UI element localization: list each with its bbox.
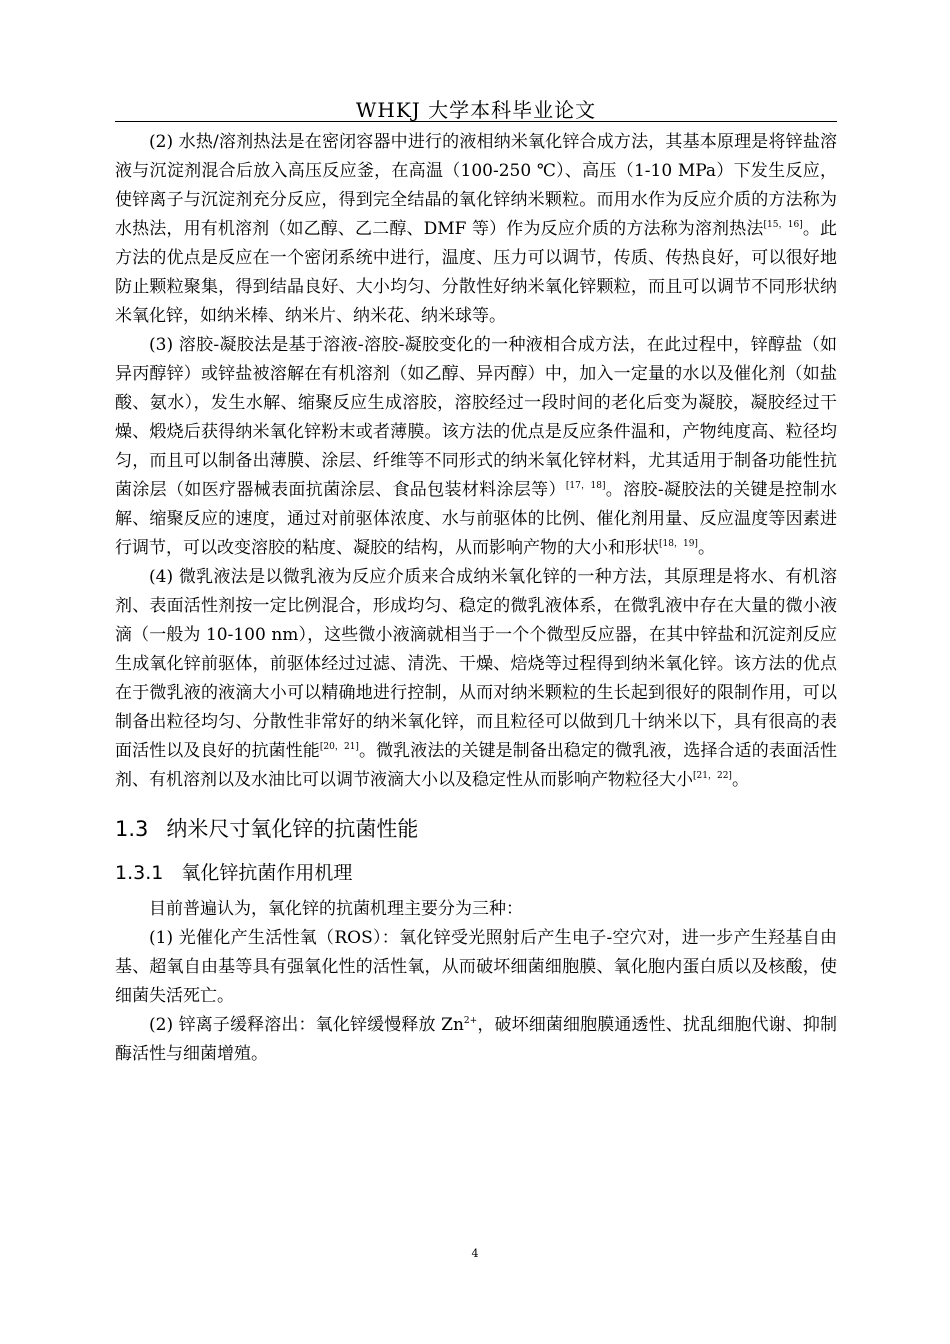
paragraph-text: 。 xyxy=(731,770,749,790)
superscript: 2+ xyxy=(463,1016,478,1026)
paragraph-text: 。溶胶-凝胶法的关键是控制水解、缩聚反应的速度，通过对前驱体浓度、水与前驱体的比例、催化剂用量、反应温度等因素进行调节，可以改变溶胶的粘度、凝胶的结构，从而影响产物的大小和形状 xyxy=(115,480,837,558)
citation: [21，22] xyxy=(693,771,732,781)
page-header: WHKJ 大学本科毕业论文 xyxy=(355,98,597,122)
paragraph-text: 。 xyxy=(697,538,715,558)
header-rule xyxy=(115,121,837,122)
citation: [17，18] xyxy=(565,481,606,491)
subsection-number: 1.3.1 xyxy=(115,862,164,884)
citation: [18，19] xyxy=(659,539,698,549)
paragraph-sol-gel xyxy=(115,331,837,563)
document-body xyxy=(115,128,837,1069)
citation: [20，21] xyxy=(319,742,359,752)
paragraph-text: ，破坏细菌细胞膜通透性、扰乱细胞代谢、抑制酶活性与细菌增殖。 xyxy=(115,1015,838,1064)
paragraph-intro: 目前普遍认为，氧化锌的抗菌机理主要分为三种： xyxy=(149,899,523,919)
paragraph-text: (4) 微乳液法是以微乳液为反应介质来合成纳米氧化锌的一种方法，其原理是将水、有机溶剂、表面活性剂按一定比例混合，形成均匀、稳定的微乳液体系，在微乳液中存在大量的微小液滴（一般为 10-100 nm），这些微小液滴就相当于一个个微型反应器，在其中锌盐和沉淀剂反应生成氧化锌前驱体，前驱体经过过滤、清洗、干燥、焙烧等过程得到纳米氧化锌。该方法的优点在于微乳液的液滴大小可以精确地进行控制，从而对纳米颗粒的生长起到很好的限制作用，可以制备出粒径均匀、分散性非常好的纳米氧化锌，而且粒径可以做到几十纳米以下，具有很高的表面活性以及良好的抗菌性能 xyxy=(115,567,837,761)
section-title: 纳米尺寸氧化锌的抗菌性能 xyxy=(166,817,419,841)
paragraph-text: 。此方法的优点是反应在一个密闭系统中进行，温度、压力可以调节，传质、传热良好，可以很好地防止颗粒聚集，得到结晶良好、大小均匀、分散性好纳米氧化锌颗粒，而且可以调节不同形状纳米氧化锌，如纳米棒、纳米片、纳米花、纳米球等。 xyxy=(115,219,837,326)
section-heading xyxy=(115,809,837,849)
paragraph-ros: (1) 光催化产生活性氧（ROS）：氧化锌受光照射后产生电子-空穴对，进一步产生羟基自由基、超氧自由基等具有强氧化性的活性氧，从而破坏细菌细胞膜、氧化胞内蛋白质以及核酸，使细菌失活死亡。 xyxy=(115,928,837,1006)
paragraph-microemulsion xyxy=(115,563,837,795)
paragraph-text: (2) 水热/溶剂热法是在密闭容器中进行的液相纳米氧化锌合成方法，其基本原理是将锌盐溶液与沉淀剂混合后放入高压反应釜，在高温（100-250 ℃）、高压（1-10 MPa）下发生反应，使锌离子与沉淀剂充分反应，得到完全结晶的氧化锌纳米颗粒。而用水作为反应介质的方法称为水热法，用有机溶剂（如乙醇、乙二醇、DMF 等）作为反应介质的方法称为溶剂热法 xyxy=(115,132,837,239)
paragraph-text: (2) 锌离子缓释溶出：氧化锌缓慢释放 Zn xyxy=(149,1015,464,1035)
subsection-heading xyxy=(115,855,837,891)
paragraph-text: (3) 溶胶-凝胶法是基于溶液-溶胶-凝胶变化的一种液相合成方法，在此过程中，锌醇盐（如异丙醇锌）或锌盐被溶解在有机溶剂（如乙醇、异丙醇）中，加入一定量的水以及催化剂（如盐酸、氨水），发生水解、缩聚反应生成溶胶，溶胶经过一段时间的老化后变为凝胶，凝胶经过干燥、煅烧后获得纳米氧化锌粉末或者薄膜。该方法的优点是反应条件温和，产物纯度高、粒径均匀，而且可以制备出薄膜、涂层、纤维等不同形式的纳米氧化锌材料，尤其适用于制备功能性抗菌涂层（如医疗器械表面抗菌涂层、食品包装材料涂层等） xyxy=(115,335,837,500)
page-number: 4 xyxy=(471,1247,479,1260)
paragraph-zinc-ion xyxy=(115,1011,837,1069)
paragraph-hydrothermal xyxy=(115,128,837,331)
citation: [15，16] xyxy=(763,220,803,230)
subsection-title: 氧化锌抗菌作用机理 xyxy=(181,862,353,884)
paragraph-text: 。微乳液法的关键是制备出稳定的微乳液，选择合适的表面活性剂、有机溶剂以及水油比可以调节液滴大小以及稳定性从而影响产物粒径大小 xyxy=(115,741,837,790)
section-number: 1.3 xyxy=(115,817,149,841)
